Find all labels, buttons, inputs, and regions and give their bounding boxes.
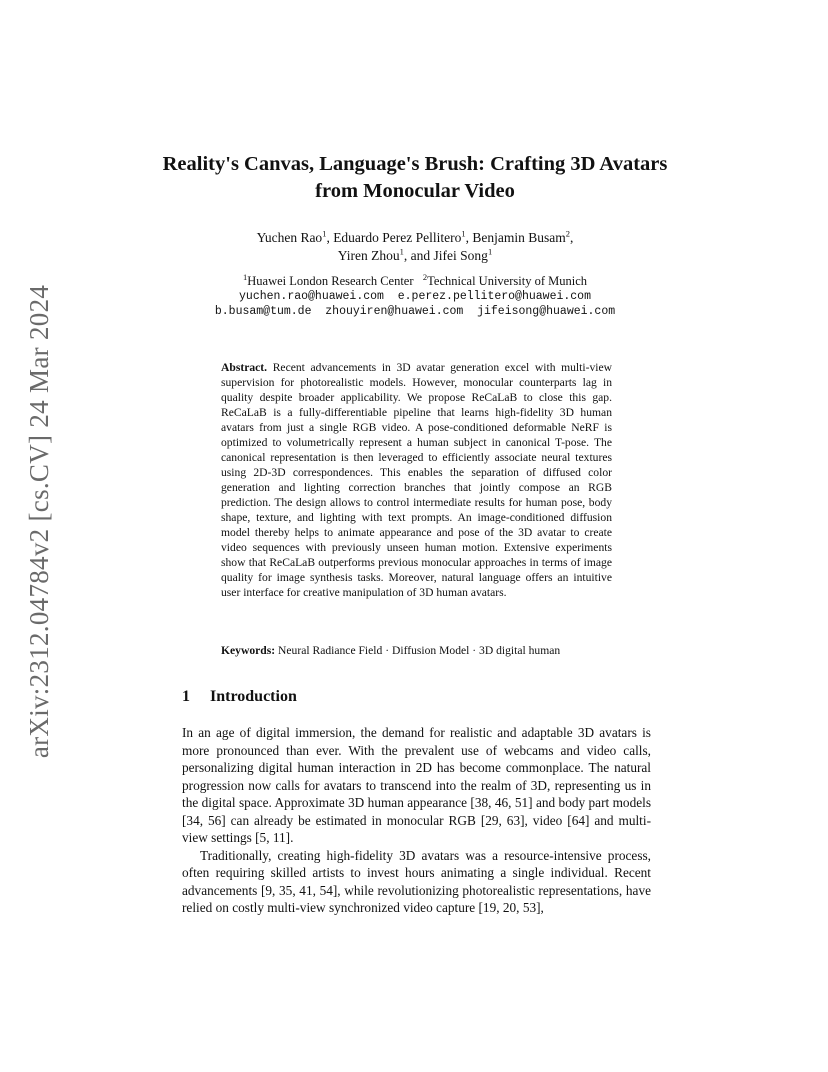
author-separator: , <box>326 230 334 245</box>
author-separator: , <box>465 230 473 245</box>
paragraph: Traditionally, creating high-fidelity 3D avatars was a resource-intensive process, often requiring skilled artists to invest hours animating a single individual. Recent advancements [9, 35, 41, 54], while revolutionizing photorealistic representations, have relied on costly multi-view synchronized video capture [19, 20, 53], <box>182 847 651 915</box>
keywords <box>221 643 641 658</box>
author-name: Jifei Song <box>433 248 488 263</box>
affiliations-block <box>150 271 680 319</box>
author-separator: , <box>570 230 574 245</box>
author-affiliation-mark: 1 <box>322 228 327 239</box>
author-affiliation-mark: 1 <box>461 228 466 239</box>
author-name: Yuchen Rao <box>256 230 323 245</box>
keywords-label: Keywords: <box>221 644 276 657</box>
arxiv-sidebar-identifier <box>20 283 60 759</box>
affiliation-name: Huawei London Research Center <box>247 274 414 288</box>
author-affiliation-mark: 2 <box>565 228 571 239</box>
arxiv-id-text: arXiv:2312.04784v2 [cs.CV] 24 Mar 2024 <box>24 284 55 758</box>
abstract-label: Abstract. <box>221 361 268 374</box>
email-line: b.busam@tum.de zhouyiren@huawei.com jifeisong@huawei.com <box>214 305 616 318</box>
keywords-text: Neural Radiance Field · Diffusion Model · 3D digital human <box>278 644 561 657</box>
author-separator: , and <box>403 248 434 263</box>
paragraph: In an age of digital immersion, the demand for realistic and adaptable 3D avatars is more pronounced than ever. With the prevalent use of webcams and video calls, personalizing digital human interaction in 2D has become commonplace. The natural progression now calls for avatars to transcend into the realm of 3D, representing us in the digital space. Approximate 3D human appearance [38, 46, 51] and body part models [34, 56] can already be estimated in monocular RGB [29, 63], video [64] and multi-view settings [5, 11]. <box>182 725 651 845</box>
author-name: Benjamin Busam <box>472 230 566 245</box>
affiliation-mark: 1 <box>243 271 248 282</box>
author-name: Yiren Zhou <box>337 248 400 263</box>
affiliation-name: Technical University of Munich <box>427 274 587 288</box>
affiliation-mark: 2 <box>422 271 428 282</box>
paper-title: Reality's Canvas, Language's Brush: Crafting 3D Avatars from Monocular Video <box>162 153 668 202</box>
author-affiliation-mark: 1 <box>399 246 404 257</box>
abstract-text: Recent advancements in 3D avatar generation excel with multi-view supervision for photorealistic models. However, monocular counterparts lag in quality despite broader applicability. We propose ReCaLaB to close this gap. ReCaLaB is a fully-differentiable pipeline that learns high-fidelity 3D human avatars from just a single RGB video. A pose-conditioned deformable NeRF is optimized to volumetrically represent a human subject in canonical T-pose. The canonical representation is then leveraged to efficiently associate neural textures using 2D-3D correspondences. This enables the separation of diffused color generation and lighting correction branches that jointly compose an RGB prediction. The design allows to control intermediate results for human pose, body shape, texture, and lighting with text prompts. An image-conditioned diffusion model thereby helps to animate appearance and pose of the 3D avatar to create video sequences with previously unseen human motion. Extensive experiments show that ReCaLaB outperforms previous monocular approaches in terms of image quality for image synthesis tasks. Moreover, natural language offers an intuitive user interface for creative manipulation of 3D human avatars. <box>221 361 612 599</box>
author-affiliation-mark: 1 <box>487 246 493 257</box>
author-list <box>150 229 680 265</box>
abstract <box>221 360 612 600</box>
affiliation-line <box>150 271 680 289</box>
section-title: Introduction <box>210 688 297 705</box>
author-name: Eduardo Perez Pellitero <box>333 230 462 245</box>
section-number: 1 <box>182 688 190 705</box>
email-line: yuchen.rao@huawei.com e.perez.pellitero@huawei.com <box>239 290 591 303</box>
section-heading <box>182 687 482 707</box>
body-text <box>182 724 651 917</box>
